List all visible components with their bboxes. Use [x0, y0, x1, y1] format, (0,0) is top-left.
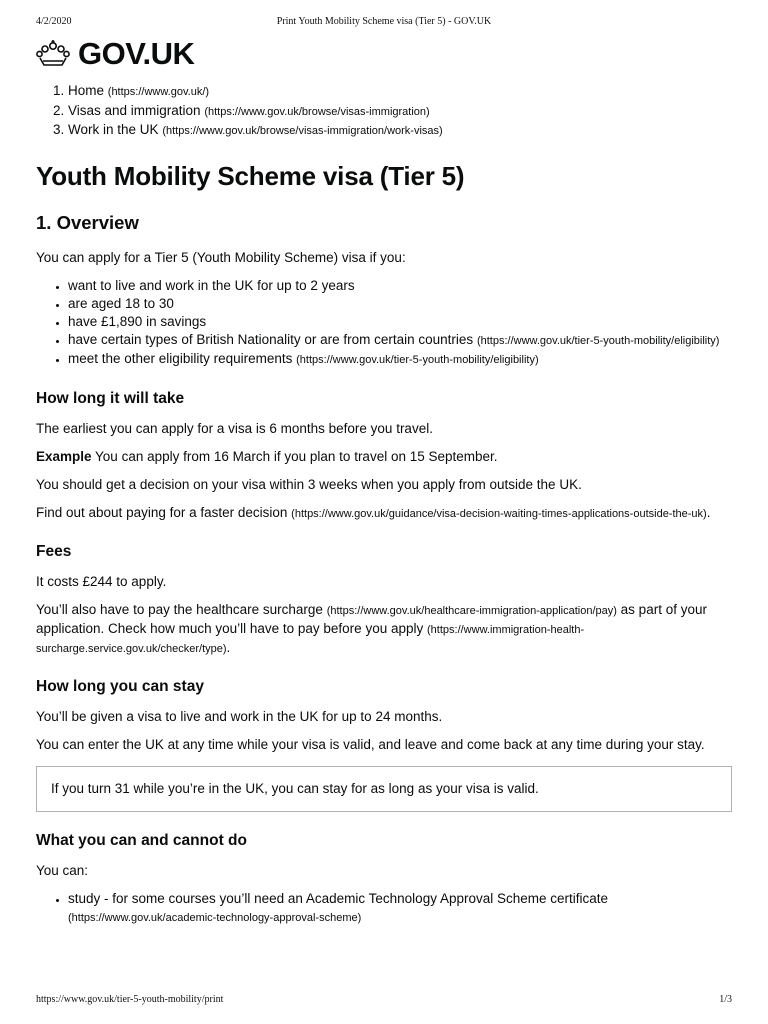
print-date: 4/2/2020 — [36, 16, 72, 27]
enter-uk-text: You can enter the UK at any time while your visa is valid, and leave and come back at any time during your stay. — [36, 736, 705, 752]
example-label: Example — [36, 448, 92, 464]
apply-earliest-text: The earliest you can apply for a visa is 6 months before you travel. — [36, 420, 433, 436]
breadcrumb-item-home[interactable]: 1. Home (https://www.gov.uk/) — [68, 82, 736, 102]
breadcrumb-item-visas[interactable]: 2. Visas and immigration (https://www.gov.uk/browse/visas-immigration) — [68, 102, 736, 122]
healthcare-surcharge-text: You’ll also have to pay the healthcare surcharge (https://www.gov.uk/healthcare-immigration-application/pay) as part of your application. Check how much you’ll have to pay before you apply (https://www.immigration-health-surcharge.service.gov.uk/checker/type). — [36, 601, 707, 655]
logo-text: GOV.UK — [78, 36, 195, 71]
how-long-take-heading: How long it will take — [36, 389, 185, 407]
fees-heading: Fees — [36, 542, 72, 560]
how-long-stay-heading: How long you can stay — [36, 677, 204, 695]
govuk-logo[interactable] — [36, 36, 736, 72]
inset-text: If you turn 31 while you’re in the UK, you can stay for as long as your visa is valid. — [36, 766, 732, 812]
print-footer — [36, 994, 732, 1010]
page-number: 1/3 — [719, 994, 732, 1005]
breadcrumb — [36, 82, 736, 141]
faster-decision-link[interactable]: Find out about paying for a faster decision (https://www.gov.uk/guidance/visa-decision-waiting-times-applications-outside-the-uk). — [36, 504, 711, 520]
list-item: • want to live and work in the UK for up to 2 years — [68, 277, 736, 295]
can-cannot-heading: What you can and cannot do — [36, 831, 247, 849]
list-item[interactable]: • have certain types of British Nationality or are from certain countries (https://www.gov.uk/tier-5-youth-mobility/eligibility) — [68, 331, 736, 350]
example-text: Example You can apply from 16 March if you plan to travel on 15 September. — [36, 448, 498, 464]
print-url: https://www.gov.uk/tier-5-youth-mobility/print — [36, 994, 224, 1005]
list-item[interactable]: • study - for some courses you’ll need an Academic Technology Approval Scheme certificate (https://www.gov.uk/academic-technology-approval-scheme) — [68, 890, 736, 927]
overview-intro: You can apply for a Tier 5 (Youth Mobility Scheme) visa if you: — [36, 249, 406, 265]
crown-icon — [36, 39, 70, 69]
eligibility-list — [36, 277, 736, 370]
surcharge-link[interactable]: (https://www.gov.uk/healthcare-immigration-application/pay) — [326, 604, 617, 617]
fee-amount-text: It costs £244 to apply. — [36, 573, 167, 589]
breadcrumb-item-work[interactable]: 3. Work in the UK (https://www.gov.uk/browse/visas-immigration/work-visas) — [68, 121, 736, 141]
decision-time-text: You should get a decision on your visa within 3 weeks when you apply from outside the UK. — [36, 476, 582, 492]
print-header — [36, 16, 732, 32]
can-do-list — [36, 890, 736, 927]
stay-duration-text: You’ll be given a visa to live and work in the UK for up to 24 months. — [36, 708, 443, 724]
print-page-title: Print Youth Mobility Scheme visa (Tier 5) - GOV.UK — [276, 16, 492, 27]
page-title: Youth Mobility Scheme visa (Tier 5) — [36, 160, 465, 191]
surcharge-checker-link[interactable]: (https://www.immigration-health-surcharge.service.gov.uk/checker/type) — [36, 623, 585, 655]
list-item[interactable]: • meet the other eligibility requirements (https://www.gov.uk/tier-5-youth-mobility/eligibility) — [68, 350, 736, 369]
you-can-text: You can: — [36, 862, 89, 878]
overview-heading: 1. Overview — [36, 211, 139, 233]
list-item: • are aged 18 to 30 — [68, 295, 736, 313]
list-item: • have £1,890 in savings — [68, 313, 736, 331]
page-content — [36, 36, 736, 927]
